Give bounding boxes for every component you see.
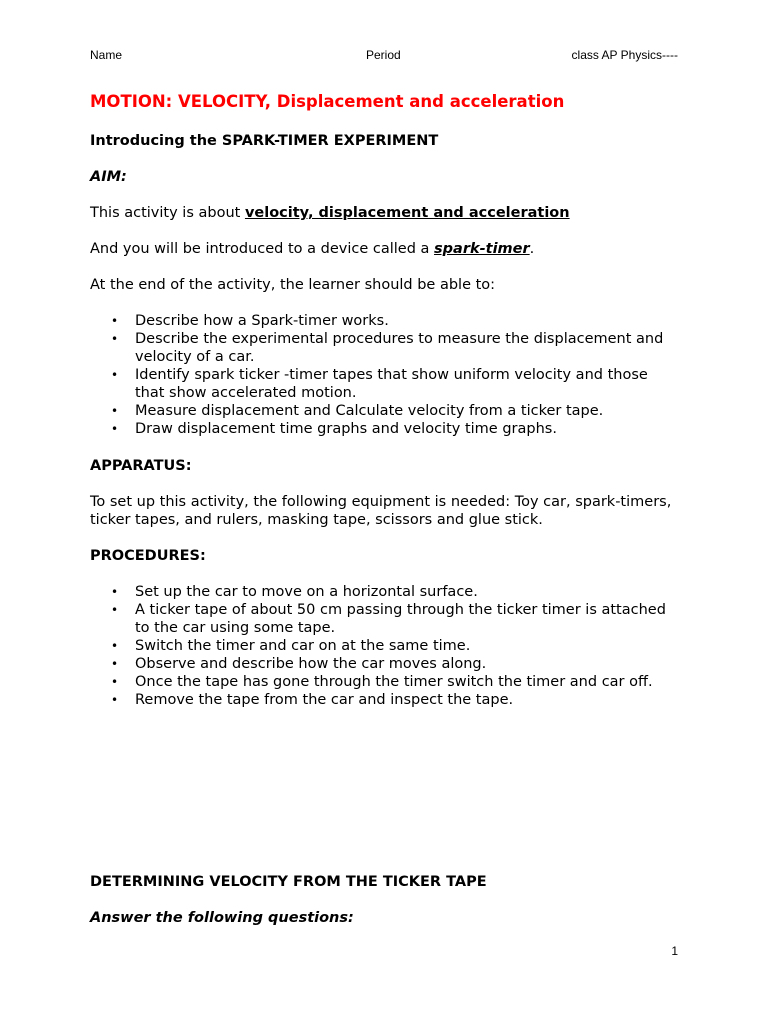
bullet-glyph: • <box>111 404 119 418</box>
bullet-glyph: • <box>111 422 119 436</box>
velocity-heading: DETERMINING VELOCITY FROM THE TICKER TAPE <box>90 874 487 890</box>
list-item: • Set up the car to move on a horizontal surface. <box>111 584 478 600</box>
aim-line-emphasis: velocity, displacement and acceleration <box>244 205 570 221</box>
bullet-glyph: • <box>111 675 119 689</box>
intro-heading: Introducing the SPARK-TIMER EXPERIMENT <box>90 133 439 149</box>
apparatus-text: To set up this activity, the following equipment is needed: Toy car, spark-timers, ticker tapes, and rulers, masking tape, scissors and glue stick. <box>90 494 672 528</box>
list-item: • Identify spark ticker -timer tapes that show uniform velocity and those that show accelerated motion. <box>111 367 648 401</box>
list-item: • Once the tape has gone through the timer switch the timer and car off. <box>111 674 653 690</box>
bullet-glyph: • <box>111 693 119 707</box>
bullet-glyph: • <box>111 585 119 599</box>
bullet-glyph: • <box>111 639 119 653</box>
apparatus-heading: APPARATUS: <box>90 458 192 474</box>
list-item: • Remove the tape from the car and inspect the tape. <box>111 692 514 708</box>
class-label: class AP Physics---- <box>571 48 678 62</box>
list-item: • Switch the timer and car on at the same time. <box>111 638 471 654</box>
objectives-list-wrap <box>90 312 680 438</box>
list-item: • A ticker tape of about 50 cm passing through the ticker timer is attached to the car using some tape. <box>111 602 666 636</box>
list-item: • Describe the experimental procedures to measure the displacement and velocity of a car. <box>111 331 664 365</box>
bullet-glyph: • <box>111 368 119 382</box>
list-item: • Draw displacement time graphs and velocity time graphs. <box>111 421 557 437</box>
aim-line-prefix: This activity is about <box>90 205 245 221</box>
aim-line <box>90 204 680 222</box>
aim-heading: AIM: <box>90 169 127 185</box>
device-line-prefix: And you will be introduced to a device called a <box>90 241 435 257</box>
list-item: • Measure displacement and Calculate velocity from a ticker tape. <box>111 403 604 419</box>
procedures-list <box>90 583 680 709</box>
objectives-list <box>90 312 680 438</box>
document-title: MOTION: VELOCITY, Displacement and acceleration <box>90 92 565 111</box>
page-header <box>90 48 680 64</box>
bullet-glyph: • <box>111 332 119 346</box>
bullet-glyph: • <box>111 603 119 617</box>
device-line <box>90 240 680 258</box>
bullet-glyph: • <box>111 657 119 671</box>
period-label: Period <box>366 48 401 62</box>
device-line-emphasis: spark-timer <box>434 241 530 257</box>
procedures-heading: PROCEDURES: <box>90 548 206 564</box>
page-number: 1 <box>671 944 678 958</box>
procedures-list-wrap <box>90 583 680 709</box>
objectives-intro: At the end of the activity, the learner should be able to: <box>90 277 496 293</box>
name-label: Name <box>90 48 123 62</box>
list-item: • Observe and describe how the car moves along. <box>111 656 487 672</box>
questions-heading: Answer the following questions: <box>90 910 354 926</box>
list-item: • Describe how a Spark-timer works. <box>111 313 389 329</box>
device-line-suffix: . <box>529 241 535 257</box>
bullet-glyph: • <box>111 314 119 328</box>
